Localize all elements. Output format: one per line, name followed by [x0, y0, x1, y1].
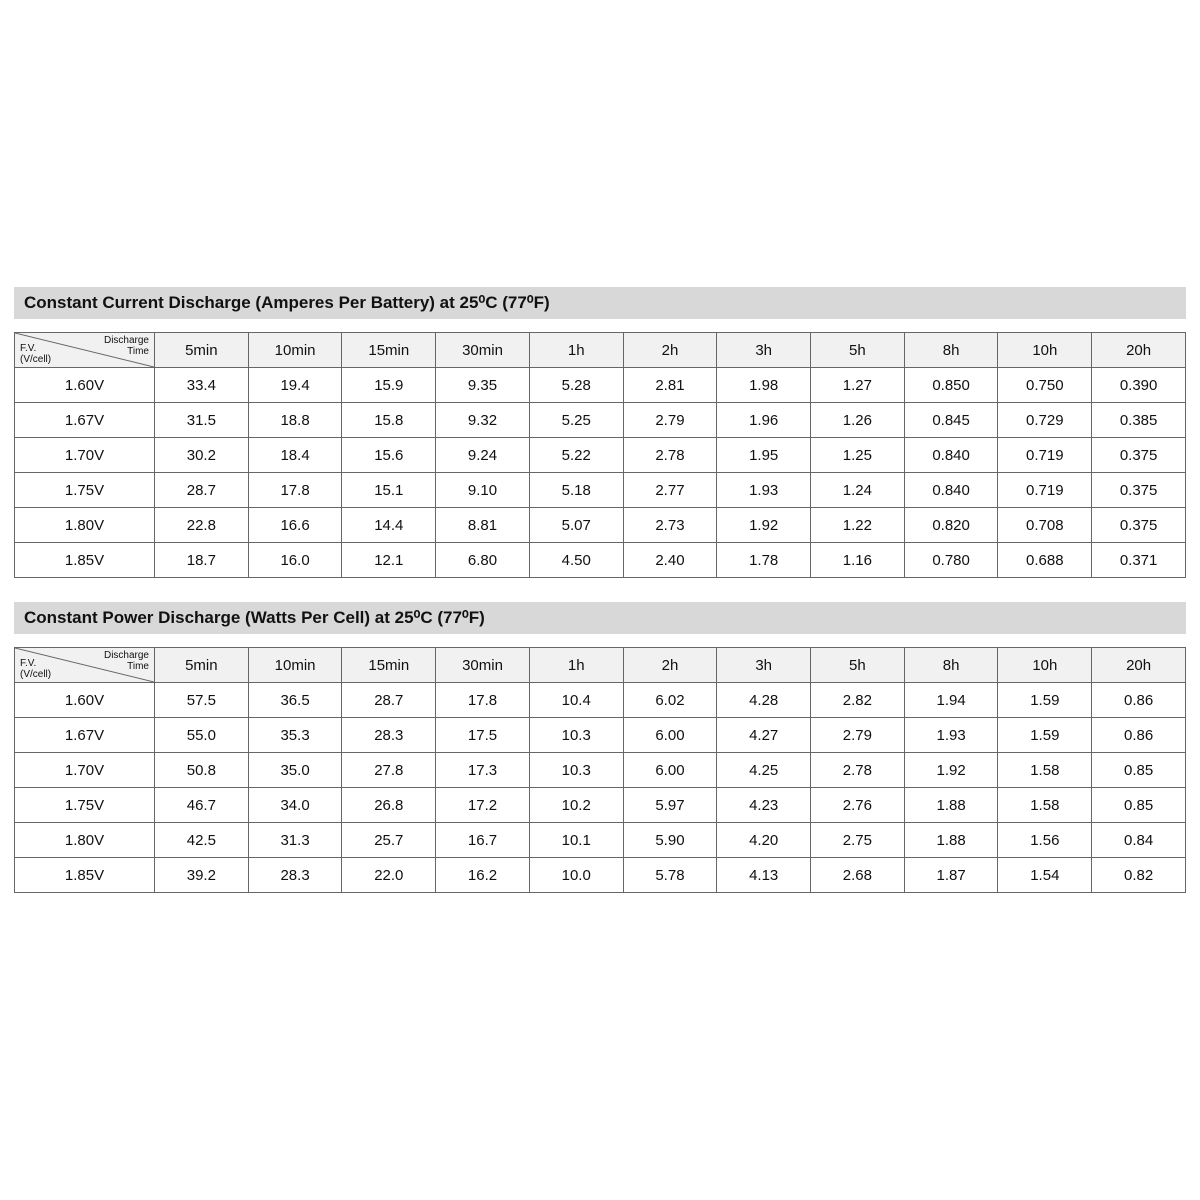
fv-cell: 1.85V: [15, 858, 155, 893]
value-cell: 26.8: [342, 788, 436, 823]
fv-cell: 1.60V: [15, 368, 155, 403]
corner-label-fv-line1: F.V.: [20, 658, 37, 669]
value-cell: 0.850: [904, 368, 998, 403]
value-cell: 0.840: [904, 473, 998, 508]
value-cell: 1.92: [717, 508, 811, 543]
value-cell: 6.80: [436, 543, 530, 578]
value-cell: 1.78: [717, 543, 811, 578]
value-cell: 2.81: [623, 368, 717, 403]
value-cell: 1.93: [904, 718, 998, 753]
value-cell: 28.3: [248, 858, 342, 893]
table-row: [15, 718, 1186, 753]
corner-label-fv-line1: F.V.: [20, 343, 37, 354]
value-cell: 17.2: [436, 788, 530, 823]
value-cell: 0.719: [998, 438, 1092, 473]
discharge-section: [14, 287, 1186, 578]
value-cell: 0.840: [904, 438, 998, 473]
value-cell: 10.4: [529, 683, 623, 718]
fv-cell: 1.80V: [15, 823, 155, 858]
value-cell: 33.4: [155, 368, 249, 403]
value-cell: 30.2: [155, 438, 249, 473]
value-cell: 15.9: [342, 368, 436, 403]
value-cell: 16.2: [436, 858, 530, 893]
time-column-header: 2h: [623, 333, 717, 368]
value-cell: 0.820: [904, 508, 998, 543]
value-cell: 18.7: [155, 543, 249, 578]
corner-label-fv: [20, 658, 51, 680]
value-cell: 16.0: [248, 543, 342, 578]
value-cell: 0.85: [1092, 788, 1186, 823]
table-row: [15, 858, 1186, 893]
table-row: [15, 403, 1186, 438]
value-cell: 5.97: [623, 788, 717, 823]
value-cell: 19.4: [248, 368, 342, 403]
fv-cell: 1.67V: [15, 403, 155, 438]
value-cell: 42.5: [155, 823, 249, 858]
value-cell: 0.84: [1092, 823, 1186, 858]
value-cell: 0.390: [1092, 368, 1186, 403]
value-cell: 2.77: [623, 473, 717, 508]
value-cell: 17.8: [436, 683, 530, 718]
corner-label-discharge: Discharge: [103, 335, 149, 346]
table-row: [15, 438, 1186, 473]
table-row: [15, 823, 1186, 858]
value-cell: 5.28: [529, 368, 623, 403]
time-column-header: 3h: [717, 333, 811, 368]
value-cell: 6.02: [623, 683, 717, 718]
value-cell: 0.375: [1092, 438, 1186, 473]
value-cell: 5.18: [529, 473, 623, 508]
value-cell: 10.2: [529, 788, 623, 823]
table-row: [15, 788, 1186, 823]
time-column-header: 8h: [904, 333, 998, 368]
value-cell: 10.1: [529, 823, 623, 858]
value-cell: 0.82: [1092, 858, 1186, 893]
fv-cell: 1.85V: [15, 543, 155, 578]
value-cell: 4.23: [717, 788, 811, 823]
fv-cell: 1.75V: [15, 788, 155, 823]
value-cell: 1.24: [811, 473, 905, 508]
value-cell: 15.6: [342, 438, 436, 473]
value-cell: 2.78: [623, 438, 717, 473]
value-cell: 1.88: [904, 788, 998, 823]
value-cell: 5.22: [529, 438, 623, 473]
corner-header-cell: [15, 648, 155, 683]
value-cell: 1.26: [811, 403, 905, 438]
value-cell: 9.32: [436, 403, 530, 438]
value-cell: 1.96: [717, 403, 811, 438]
discharge-table: [14, 647, 1186, 893]
time-column-header: 30min: [436, 333, 530, 368]
time-column-header: 5min: [155, 648, 249, 683]
value-cell: 35.0: [248, 753, 342, 788]
section-title: Constant Power Discharge (Watts Per Cell) at 25⁰C (77⁰F): [14, 602, 1186, 634]
value-cell: 0.86: [1092, 718, 1186, 753]
corner-label-discharge-time: [104, 335, 149, 357]
table-row: [15, 543, 1186, 578]
corner-header-cell: [15, 333, 155, 368]
value-cell: 17.8: [248, 473, 342, 508]
value-cell: 4.27: [717, 718, 811, 753]
value-cell: 1.58: [998, 788, 1092, 823]
value-cell: 8.81: [436, 508, 530, 543]
value-cell: 16.7: [436, 823, 530, 858]
value-cell: 5.78: [623, 858, 717, 893]
value-cell: 28.7: [155, 473, 249, 508]
corner-label-fv: [20, 343, 51, 365]
time-column-header: 10min: [248, 333, 342, 368]
value-cell: 39.2: [155, 858, 249, 893]
value-cell: 2.76: [811, 788, 905, 823]
table-header-row: [15, 648, 1186, 683]
time-column-header: 10h: [998, 648, 1092, 683]
time-column-header: 30min: [436, 648, 530, 683]
value-cell: 28.3: [342, 718, 436, 753]
value-cell: 6.00: [623, 718, 717, 753]
value-cell: 2.79: [811, 718, 905, 753]
value-cell: 1.27: [811, 368, 905, 403]
value-cell: 0.375: [1092, 508, 1186, 543]
corner-label-time: Time: [127, 661, 149, 672]
value-cell: 1.95: [717, 438, 811, 473]
value-cell: 4.28: [717, 683, 811, 718]
value-cell: 1.88: [904, 823, 998, 858]
value-cell: 6.00: [623, 753, 717, 788]
time-column-header: 1h: [529, 648, 623, 683]
value-cell: 17.5: [436, 718, 530, 753]
time-column-header: 20h: [1092, 648, 1186, 683]
corner-label-time: Time: [127, 346, 149, 357]
value-cell: 50.8: [155, 753, 249, 788]
value-cell: 36.5: [248, 683, 342, 718]
value-cell: 17.3: [436, 753, 530, 788]
value-cell: 4.50: [529, 543, 623, 578]
value-cell: 4.13: [717, 858, 811, 893]
value-cell: 16.6: [248, 508, 342, 543]
value-cell: 0.688: [998, 543, 1092, 578]
value-cell: 27.8: [342, 753, 436, 788]
section-title: Constant Current Discharge (Amperes Per Battery) at 25⁰C (77⁰F): [14, 287, 1186, 319]
value-cell: 31.5: [155, 403, 249, 438]
time-column-header: 5min: [155, 333, 249, 368]
value-cell: 0.385: [1092, 403, 1186, 438]
value-cell: 2.78: [811, 753, 905, 788]
time-column-header: 15min: [342, 333, 436, 368]
fv-cell: 1.70V: [15, 438, 155, 473]
discharge-tables-area: [14, 287, 1186, 917]
value-cell: 1.59: [998, 718, 1092, 753]
fv-cell: 1.75V: [15, 473, 155, 508]
value-cell: 2.40: [623, 543, 717, 578]
corner-label-fv-line2: (V/cell): [20, 354, 52, 365]
value-cell: 34.0: [248, 788, 342, 823]
corner-label-fv-line2: (V/cell): [20, 669, 52, 680]
value-cell: 18.4: [248, 438, 342, 473]
fv-cell: 1.80V: [15, 508, 155, 543]
value-cell: 5.90: [623, 823, 717, 858]
value-cell: 9.24: [436, 438, 530, 473]
value-cell: 4.25: [717, 753, 811, 788]
time-column-header: 3h: [717, 648, 811, 683]
value-cell: 2.79: [623, 403, 717, 438]
value-cell: 0.371: [1092, 543, 1186, 578]
corner-label-discharge-time: [104, 650, 149, 672]
value-cell: 10.0: [529, 858, 623, 893]
value-cell: 10.3: [529, 753, 623, 788]
value-cell: 10.3: [529, 718, 623, 753]
value-cell: 1.54: [998, 858, 1092, 893]
table-row: [15, 753, 1186, 788]
value-cell: 22.8: [155, 508, 249, 543]
value-cell: 0.375: [1092, 473, 1186, 508]
value-cell: 4.20: [717, 823, 811, 858]
time-column-header: 15min: [342, 648, 436, 683]
value-cell: 15.8: [342, 403, 436, 438]
value-cell: 0.719: [998, 473, 1092, 508]
value-cell: 25.7: [342, 823, 436, 858]
value-cell: 57.5: [155, 683, 249, 718]
value-cell: 31.3: [248, 823, 342, 858]
value-cell: 1.94: [904, 683, 998, 718]
value-cell: 0.780: [904, 543, 998, 578]
value-cell: 2.75: [811, 823, 905, 858]
value-cell: 12.1: [342, 543, 436, 578]
value-cell: 2.68: [811, 858, 905, 893]
value-cell: 22.0: [342, 858, 436, 893]
time-column-header: 5h: [811, 648, 905, 683]
value-cell: 0.86: [1092, 683, 1186, 718]
time-column-header: 1h: [529, 333, 623, 368]
time-column-header: 2h: [623, 648, 717, 683]
value-cell: 1.22: [811, 508, 905, 543]
value-cell: 1.56: [998, 823, 1092, 858]
value-cell: 5.25: [529, 403, 623, 438]
value-cell: 15.1: [342, 473, 436, 508]
table-header-row: [15, 333, 1186, 368]
value-cell: 2.73: [623, 508, 717, 543]
time-column-header: 20h: [1092, 333, 1186, 368]
value-cell: 2.82: [811, 683, 905, 718]
time-column-header: 10h: [998, 333, 1092, 368]
fv-cell: 1.67V: [15, 718, 155, 753]
value-cell: 1.93: [717, 473, 811, 508]
table-row: [15, 683, 1186, 718]
value-cell: 9.10: [436, 473, 530, 508]
discharge-table: [14, 332, 1186, 578]
value-cell: 0.85: [1092, 753, 1186, 788]
value-cell: 55.0: [155, 718, 249, 753]
value-cell: 28.7: [342, 683, 436, 718]
fv-cell: 1.70V: [15, 753, 155, 788]
table-row: [15, 473, 1186, 508]
value-cell: 1.16: [811, 543, 905, 578]
value-cell: 0.845: [904, 403, 998, 438]
value-cell: 0.708: [998, 508, 1092, 543]
value-cell: 35.3: [248, 718, 342, 753]
value-cell: 9.35: [436, 368, 530, 403]
value-cell: 1.59: [998, 683, 1092, 718]
value-cell: 1.87: [904, 858, 998, 893]
discharge-section: [14, 602, 1186, 893]
value-cell: 18.8: [248, 403, 342, 438]
value-cell: 46.7: [155, 788, 249, 823]
value-cell: 1.58: [998, 753, 1092, 788]
table-row: [15, 368, 1186, 403]
value-cell: 1.98: [717, 368, 811, 403]
time-column-header: 8h: [904, 648, 998, 683]
fv-cell: 1.60V: [15, 683, 155, 718]
table-row: [15, 508, 1186, 543]
value-cell: 0.729: [998, 403, 1092, 438]
time-column-header: 5h: [811, 333, 905, 368]
value-cell: 14.4: [342, 508, 436, 543]
corner-label-discharge: Discharge: [103, 650, 149, 661]
time-column-header: 10min: [248, 648, 342, 683]
value-cell: 1.25: [811, 438, 905, 473]
value-cell: 0.750: [998, 368, 1092, 403]
value-cell: 5.07: [529, 508, 623, 543]
value-cell: 1.92: [904, 753, 998, 788]
